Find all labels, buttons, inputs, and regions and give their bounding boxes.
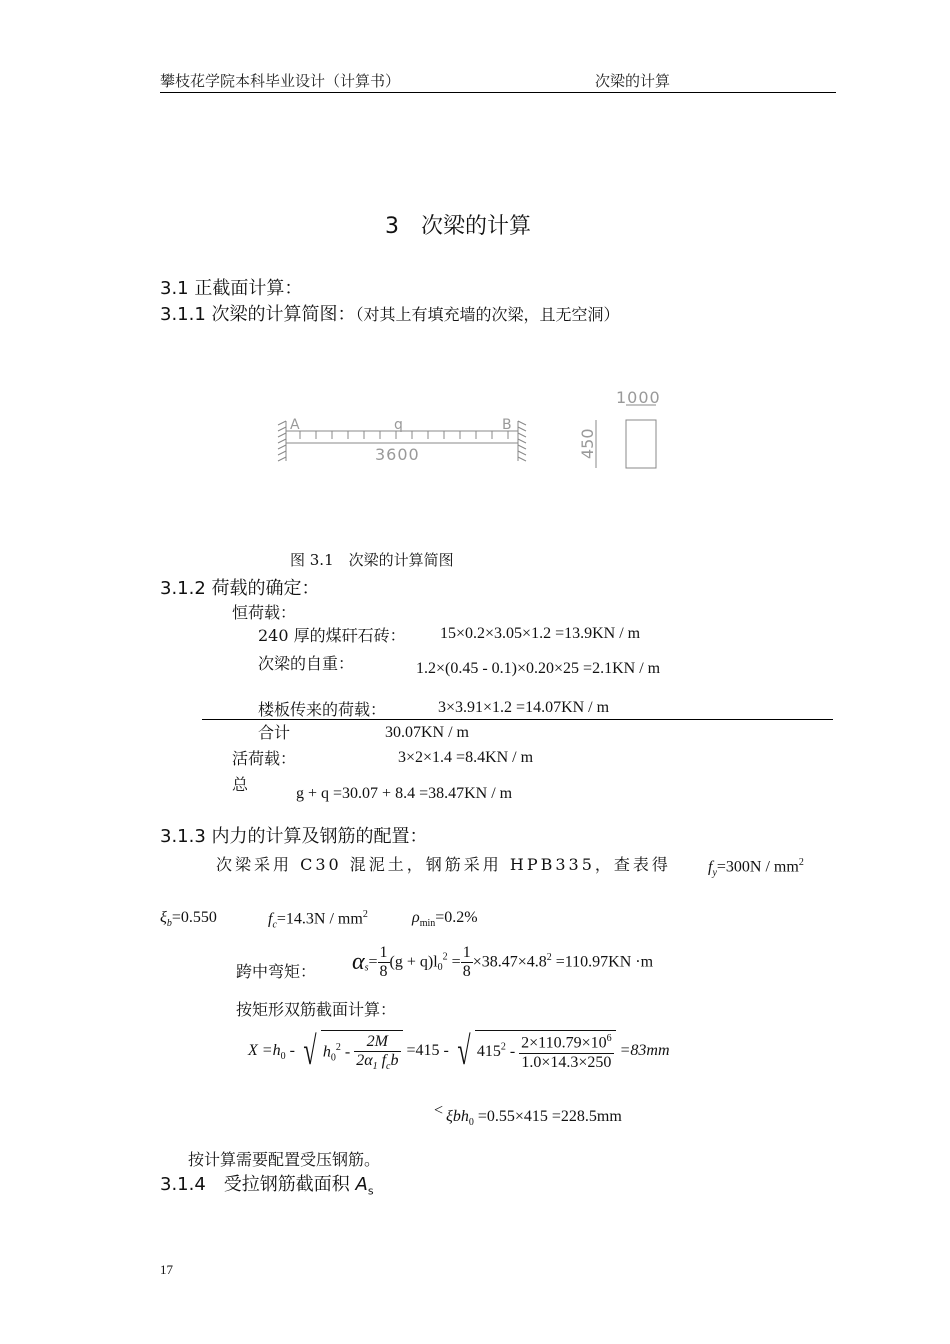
chapter-title: 3 次梁的计算 xyxy=(385,214,531,239)
label-q: q xyxy=(394,417,403,433)
total-formula: g + q =30.07 + 8.4 =38.47KN / m xyxy=(296,785,513,802)
width-label: 1000 xyxy=(616,388,661,407)
conclusion: 按计算需要配置受压钢筋。 xyxy=(188,1150,381,1169)
dead-load-label: 恒荷载： xyxy=(232,603,297,622)
sqrt-sign-2: √ xyxy=(457,1028,471,1074)
beam-diagram xyxy=(270,385,670,485)
span-label: 3600 xyxy=(375,445,420,464)
moment-label: 跨中弯矩： xyxy=(236,962,317,981)
item1-label: 240 厚的煤矸石砖： xyxy=(258,626,406,645)
rect-section-label: 按矩形双筋截面计算： xyxy=(236,1000,397,1019)
x-formula: $X =h_0$ - √ $h_0^2$ - $\frac{2M}{2\alpha_1 f_cb}$ =415 - √ $415^2$ - $\frac{2\times 110.79\times 10^6}{1.0\times 14.3\times 250}$ =83mm xyxy=(248,1028,670,1074)
section-3-1-1-title: 3.1.1 次梁的计算简图： xyxy=(160,304,356,325)
item2-formula: 1.2×(0.45 - 0.1)×0.20×25 =2.1KN / m xyxy=(416,660,661,677)
load-arrows xyxy=(300,431,508,439)
live-formula: 3×2×1.4 =8.4KN / m xyxy=(398,749,534,766)
item3-formula: 3×3.91×1.2 =14.07KN / m xyxy=(438,699,610,716)
page-number: 17 xyxy=(160,1262,173,1277)
right-support-hatch xyxy=(518,421,526,461)
item3-label: 楼板传来的荷载： xyxy=(258,700,387,719)
lt-sign: < xyxy=(434,1102,444,1119)
rho-expression: $\rho_{min}=0.2\%$ xyxy=(412,909,478,930)
header-right: 次梁的计算 xyxy=(595,72,671,90)
section-3-1-4-title: 3.1.4 受拉钢筋截面积 $A_s$ xyxy=(160,1174,374,1198)
moment-formula: $\alpha_s=$ $\frac{1}{8}$ $(g + q)l_0^2$ = $\frac{1}{8}$ $\times 38.47\times 4.8^2 =110.97KN \cdot m$ xyxy=(352,944,654,980)
sum-label: 合计 xyxy=(258,723,291,742)
figure-caption: 图 3.1 次梁的计算简图 xyxy=(290,551,454,569)
total-label: 总 xyxy=(232,775,249,794)
sum-value: 30.07KN / m xyxy=(385,724,469,741)
section-3-1-1-note: （对其上有填充墙的次梁，且无空洞） xyxy=(355,305,620,324)
xibh-expression: ξbh$_0$ =0.55×415 =228.5mm xyxy=(446,1108,622,1129)
sqrt-sign-1: √ xyxy=(303,1028,317,1074)
fc-expression: $f_c=14.3N / mm^2$ xyxy=(268,909,368,931)
live-load-label: 活荷载： xyxy=(232,749,297,768)
materials-intro: 次梁采用 C30 混泥土，钢筋采用 HPB335，查表得 xyxy=(216,855,671,874)
header-rule xyxy=(160,92,836,93)
height-label: 450 xyxy=(578,428,597,459)
section-rect xyxy=(626,420,656,468)
section-3-1-2-title: 3.1.2 荷载的确定： xyxy=(160,578,320,599)
left-support-hatch xyxy=(278,421,286,461)
header-left: 攀枝花学院本科毕业设计（计算书） xyxy=(160,72,401,90)
label-b: B xyxy=(502,417,512,433)
fy-expression: $f_y=300N / mm^2$ xyxy=(708,857,804,879)
sum-rule xyxy=(202,719,833,720)
item2-label: 次梁的自重： xyxy=(258,654,355,673)
xi-expression: $\xi_b=0.550$ xyxy=(160,909,217,930)
label-a: A xyxy=(290,417,300,433)
section-3-1-1 xyxy=(160,300,620,326)
item1-formula: 15×0.2×3.05×1.2 =13.9KN / m xyxy=(440,625,641,642)
section-3-1-3-title: 3.1.3 内力的计算及钢筋的配置： xyxy=(160,826,428,847)
section-3-1-title: 3.1 正截面计算： xyxy=(160,278,303,299)
